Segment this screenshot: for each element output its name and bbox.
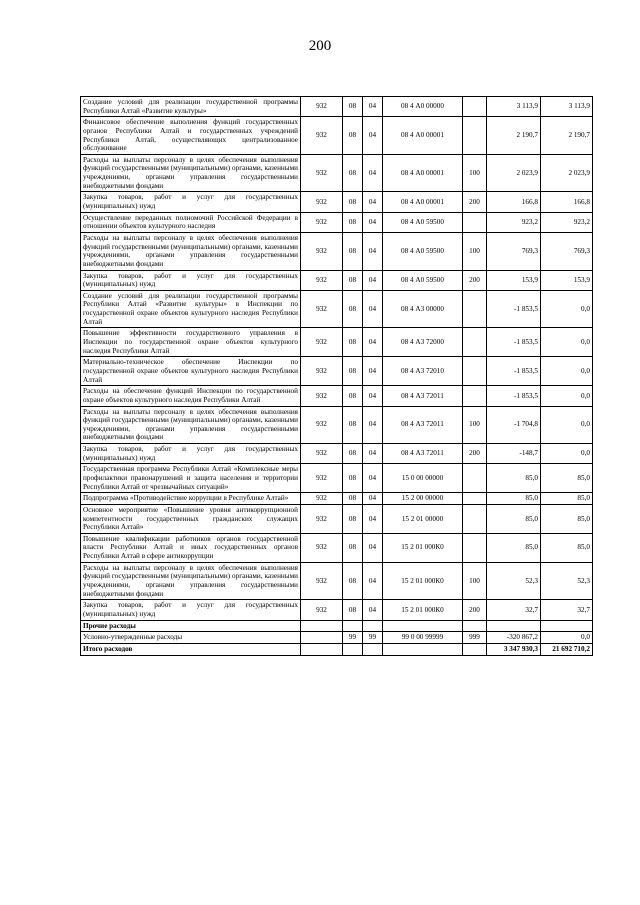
cell-name: Основное мероприятие «Повышение уровня антикоррупционной компетентности государственных гражданских служащих Республики Алтай»	[81, 504, 301, 533]
cell-subsection: 04	[363, 97, 383, 117]
cell-expense-type: 100	[463, 232, 487, 270]
table-row	[81, 620, 593, 632]
cell-expense-type	[463, 533, 487, 562]
table-row	[81, 562, 593, 600]
cell-subsection: 04	[363, 290, 383, 328]
cell-sum-2: 769,3	[541, 232, 593, 270]
cell-expense-type	[463, 386, 487, 406]
cell-name: Подпрограмма «Противодействие коррупции в Республике Алтай»	[81, 493, 301, 505]
cell-target-article: 15 2 01 000К0	[383, 533, 463, 562]
cell-expense-type	[463, 97, 487, 117]
cell-name: Повышение эффективности государственного управления в Инспекции по государственной охране объектов культурного наследия Республики Алтай	[81, 328, 301, 357]
cell-subsection: 04	[363, 504, 383, 533]
table-row	[81, 406, 593, 444]
cell-sum-2: 85,0	[541, 504, 593, 533]
table-row	[81, 97, 593, 117]
cell-expense-type: 200	[463, 270, 487, 290]
cell-subsection	[363, 643, 383, 655]
cell-target-article: 15 2 00 00000	[383, 493, 463, 505]
cell-name: Закупка товаров, работ и услуг для государственных (муниципальных) нужд	[81, 270, 301, 290]
cell-sum-1: -1 853,5	[487, 357, 541, 386]
cell-expense-type	[463, 643, 487, 655]
cell-name: Расходы на выплаты персоналу в целях обеспечения выполнения функций государственными (муниципальными) органами, казенными учреждениями, органами управления государственными внебюджетными фондами	[81, 154, 301, 192]
table-body	[81, 97, 593, 656]
cell-department-code: 932	[301, 192, 343, 212]
cell-expense-type	[463, 117, 487, 155]
cell-target-article: 08 4 А0 59500	[383, 232, 463, 270]
cell-sum-1: 85,0	[487, 533, 541, 562]
cell-name: Итого расходов	[81, 643, 301, 655]
cell-target-article: 08 4 А0 00001	[383, 154, 463, 192]
cell-sum-1: 166,8	[487, 192, 541, 212]
cell-subsection: 04	[363, 328, 383, 357]
cell-expense-type	[463, 328, 487, 357]
cell-subsection: 04	[363, 192, 383, 212]
cell-target-article: 08 4 А3 00000	[383, 290, 463, 328]
cell-department-code: 932	[301, 562, 343, 600]
cell-target-article: 15 0 00 00000	[383, 464, 463, 493]
cell-section: 08	[343, 212, 363, 232]
table-row	[81, 504, 593, 533]
cell-target-article: 08 4 А3 72011	[383, 444, 463, 464]
cell-department-code: 932	[301, 493, 343, 505]
cell-section: 08	[343, 328, 363, 357]
table-row	[81, 232, 593, 270]
table-row	[81, 328, 593, 357]
cell-sum-1: 85,0	[487, 493, 541, 505]
cell-sum-2: 32,7	[541, 600, 593, 620]
cell-section: 08	[343, 406, 363, 444]
cell-sum-2: 0,0	[541, 444, 593, 464]
cell-name: Повышение квалификации работников органов государственной власти Республики Алтай и иных государственных органов Республики Алтай в сфере антикоррупции	[81, 533, 301, 562]
cell-section: 08	[343, 117, 363, 155]
cell-subsection: 04	[363, 493, 383, 505]
cell-sum-1: 2 190,7	[487, 117, 541, 155]
cell-sum-2: 166,8	[541, 192, 593, 212]
cell-sum-2: 21 692 710,2	[541, 643, 593, 655]
cell-section: 08	[343, 154, 363, 192]
cell-sum-1: 769,3	[487, 232, 541, 270]
cell-department-code: 932	[301, 270, 343, 290]
cell-department-code: 932	[301, 357, 343, 386]
cell-target-article: 08 4 А0 00001	[383, 192, 463, 212]
cell-section: 08	[343, 504, 363, 533]
cell-sum-1: -1 853,5	[487, 328, 541, 357]
cell-section: 08	[343, 533, 363, 562]
cell-target-article: 08 4 А3 72011	[383, 406, 463, 444]
table-row	[81, 192, 593, 212]
cell-section: 08	[343, 493, 363, 505]
cell-sum-1: 3 113,9	[487, 97, 541, 117]
cell-target-article: 15 2 01 000К0	[383, 562, 463, 600]
cell-department-code: 932	[301, 444, 343, 464]
cell-department-code: 932	[301, 154, 343, 192]
cell-sum-2: 2 190,7	[541, 117, 593, 155]
cell-department-code: 932	[301, 290, 343, 328]
cell-name: Прочие расходы	[81, 620, 301, 632]
cell-subsection: 99	[363, 632, 383, 644]
cell-name: Осуществление переданных полномочий Российской Федерации в отношении объектов культурного наследия	[81, 212, 301, 232]
cell-sum-2: 85,0	[541, 464, 593, 493]
cell-sum-1: 923,2	[487, 212, 541, 232]
table-row	[81, 600, 593, 620]
cell-section: 08	[343, 270, 363, 290]
cell-section: 08	[343, 232, 363, 270]
cell-expense-type: 200	[463, 444, 487, 464]
cell-department-code: 932	[301, 464, 343, 493]
cell-target-article	[383, 620, 463, 632]
cell-department-code: 932	[301, 600, 343, 620]
cell-name: Материально-техническое обеспечение Инспекции по государственной охране объектов культурного наследия Республики Алтай	[81, 357, 301, 386]
cell-name: Создание условий для реализации государственной программы Республики Алтай «Развитие культуры» в Инспекции по государственной охране объектов культурного наследия Республики Алтай	[81, 290, 301, 328]
cell-section: 08	[343, 97, 363, 117]
cell-sum-2	[541, 620, 593, 632]
cell-name: Расходы на выплаты персоналу в целях обеспечения выполнения функций государственными (муниципальными) органами, казенными учреждениями, органами управления государственными внебюджетными фондами	[81, 562, 301, 600]
cell-sum-2: 923,2	[541, 212, 593, 232]
cell-subsection: 04	[363, 562, 383, 600]
cell-department-code: 932	[301, 328, 343, 357]
cell-expense-type	[463, 290, 487, 328]
cell-department-code: 932	[301, 386, 343, 406]
cell-expense-type	[463, 504, 487, 533]
table-row	[81, 290, 593, 328]
cell-name: Расходы на выплаты персоналу в целях обеспечения выполнения функций государственными (муниципальными) органами, казенными учреждениями, органами управления государственными внебюджетными фондами	[81, 232, 301, 270]
table-row	[81, 212, 593, 232]
cell-target-article: 08 4 А0 00000	[383, 97, 463, 117]
cell-sum-2: 85,0	[541, 493, 593, 505]
cell-department-code: 932	[301, 504, 343, 533]
cell-department-code	[301, 620, 343, 632]
cell-sum-2: 0,0	[541, 290, 593, 328]
cell-section: 08	[343, 192, 363, 212]
cell-name: Закупка товаров, работ и услуг для государственных (муниципальных) нужд	[81, 444, 301, 464]
cell-sum-2: 0,0	[541, 357, 593, 386]
cell-target-article: 08 4 А3 72000	[383, 328, 463, 357]
cell-subsection: 04	[363, 232, 383, 270]
cell-name: Создание условий для реализации государственной программы Республики Алтай «Развитие культуры»	[81, 97, 301, 117]
cell-department-code: 932	[301, 117, 343, 155]
cell-subsection: 04	[363, 154, 383, 192]
cell-subsection: 04	[363, 600, 383, 620]
cell-section: 08	[343, 464, 363, 493]
cell-subsection: 04	[363, 212, 383, 232]
cell-target-article: 08 4 А0 59500	[383, 212, 463, 232]
cell-name: Закупка товаров, работ и услуг для государственных (муниципальных) нужд	[81, 600, 301, 620]
cell-sum-1: 32,7	[487, 600, 541, 620]
cell-subsection: 04	[363, 444, 383, 464]
cell-target-article: 08 4 А3 72010	[383, 357, 463, 386]
cell-sum-2: 153,9	[541, 270, 593, 290]
cell-sum-1: 85,0	[487, 504, 541, 533]
cell-department-code: 932	[301, 212, 343, 232]
cell-sum-2: 52,3	[541, 562, 593, 600]
cell-section	[343, 620, 363, 632]
cell-section: 08	[343, 562, 363, 600]
cell-expense-type	[463, 357, 487, 386]
cell-sum-2: 0,0	[541, 406, 593, 444]
cell-expense-type	[463, 464, 487, 493]
cell-section: 99	[343, 632, 363, 644]
cell-target-article	[383, 643, 463, 655]
cell-department-code: 932	[301, 232, 343, 270]
cell-department-code	[301, 643, 343, 655]
table-row	[81, 533, 593, 562]
table-row	[81, 357, 593, 386]
cell-sum-2: 2 023,9	[541, 154, 593, 192]
cell-subsection: 04	[363, 117, 383, 155]
cell-department-code: 932	[301, 533, 343, 562]
cell-sum-1	[487, 620, 541, 632]
cell-section	[343, 643, 363, 655]
cell-sum-1: -148,7	[487, 444, 541, 464]
cell-department-code: 932	[301, 406, 343, 444]
table-row	[81, 117, 593, 155]
cell-target-article: 08 4 А3 72011	[383, 386, 463, 406]
cell-name: Финансовое обеспечение выполнения функций государственных органов Республики Алтай и государственных учреждений Республики Алтай, осуществляющих централизованное обслуживание	[81, 117, 301, 155]
cell-sum-1: -1 704,8	[487, 406, 541, 444]
cell-sum-1: -320 867,2	[487, 632, 541, 644]
cell-target-article: 15 2 01 000К0	[383, 600, 463, 620]
cell-sum-2: 0,0	[541, 328, 593, 357]
cell-target-article: 08 4 А0 59500	[383, 270, 463, 290]
cell-subsection: 04	[363, 357, 383, 386]
table-row	[81, 464, 593, 493]
cell-expense-type: 100	[463, 406, 487, 444]
cell-sum-1: -1 853,5	[487, 386, 541, 406]
cell-sum-2: 3 113,9	[541, 97, 593, 117]
cell-subsection	[363, 620, 383, 632]
cell-section: 08	[343, 386, 363, 406]
cell-section: 08	[343, 290, 363, 328]
cell-expense-type: 200	[463, 192, 487, 212]
table-row	[81, 632, 593, 644]
cell-target-article: 99 0 00 99999	[383, 632, 463, 644]
cell-expense-type	[463, 493, 487, 505]
cell-sum-1: 85,0	[487, 464, 541, 493]
table-row	[81, 386, 593, 406]
cell-department-code: 932	[301, 97, 343, 117]
cell-sum-2: 0,0	[541, 632, 593, 644]
cell-sum-1: 153,9	[487, 270, 541, 290]
cell-target-article: 08 4 А0 00001	[383, 117, 463, 155]
cell-name: Расходы на выплаты персоналу в целях обеспечения выполнения функций государственными (муниципальными) органами, казенными учреждениями, органами управления государственными внебюджетными фондами	[81, 406, 301, 444]
cell-expense-type	[463, 212, 487, 232]
cell-name: Условно-утвержденные расходы	[81, 632, 301, 644]
cell-sum-2: 85,0	[541, 533, 593, 562]
cell-expense-type: 200	[463, 600, 487, 620]
cell-department-code	[301, 632, 343, 644]
cell-expense-type: 999	[463, 632, 487, 644]
cell-sum-1: 2 023,9	[487, 154, 541, 192]
table-row	[81, 444, 593, 464]
cell-sum-1: -1 853,5	[487, 290, 541, 328]
cell-subsection: 04	[363, 386, 383, 406]
budget-table	[80, 96, 593, 656]
cell-subsection: 04	[363, 406, 383, 444]
table-row	[81, 270, 593, 290]
cell-expense-type	[463, 620, 487, 632]
cell-target-article: 15 2 01 00000	[383, 504, 463, 533]
cell-section: 08	[343, 357, 363, 386]
table-row	[81, 643, 593, 655]
page-number: 200	[308, 38, 332, 54]
cell-name: Расходы на обеспечение функций Инспекции по государственной охране объектов культурного наследия Республики Алтай	[81, 386, 301, 406]
table-row	[81, 154, 593, 192]
cell-name: Закупка товаров, работ и услуг для государственных (муниципальных) нужд	[81, 192, 301, 212]
cell-expense-type: 100	[463, 562, 487, 600]
cell-subsection: 04	[363, 464, 383, 493]
cell-sum-1: 3 347 930,3	[487, 643, 541, 655]
cell-subsection: 04	[363, 270, 383, 290]
cell-section: 08	[343, 444, 363, 464]
cell-sum-1: 52,3	[487, 562, 541, 600]
cell-expense-type: 100	[463, 154, 487, 192]
table-row	[81, 493, 593, 505]
cell-section: 08	[343, 600, 363, 620]
cell-name: Государственная программа Республики Алтай «Комплексные меры профилактики правонарушений и защита населения и территории Республики Алтай от чрезвычайных ситуаций»	[81, 464, 301, 493]
cell-sum-2: 0,0	[541, 386, 593, 406]
cell-subsection: 04	[363, 533, 383, 562]
